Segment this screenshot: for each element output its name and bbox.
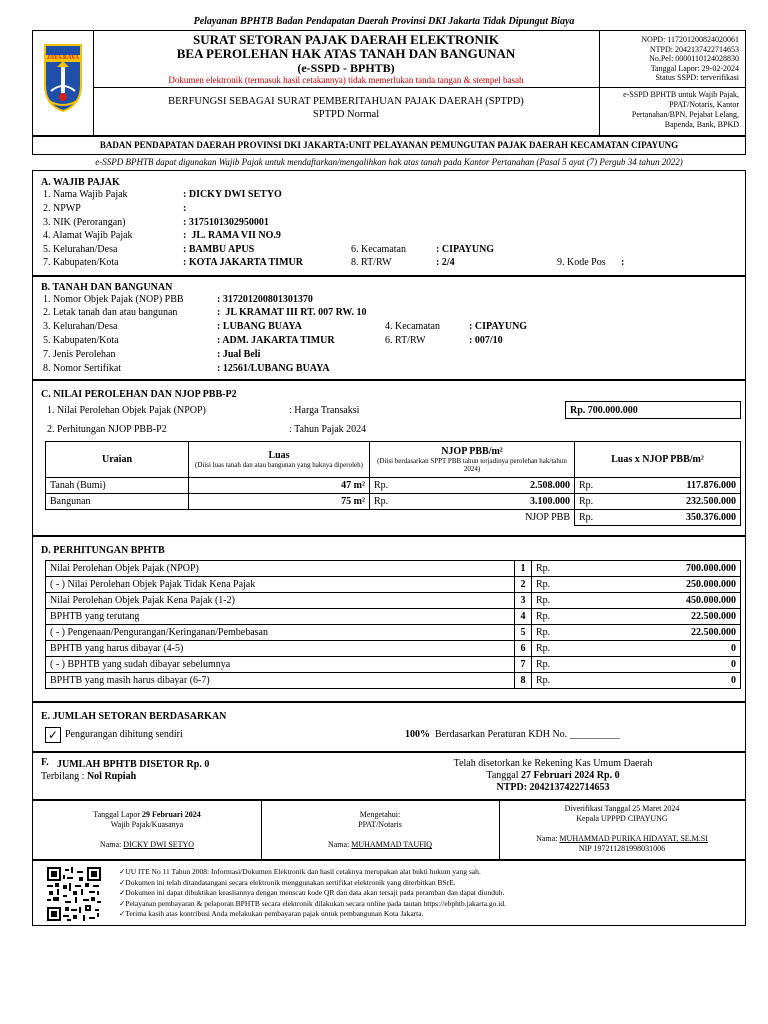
row-number: 8: [515, 673, 532, 689]
section-c-title: C. NILAI PEROLEHAN DAN NJOP PBB-P2: [41, 389, 237, 400]
office-frame: [32, 136, 746, 155]
section-f: [32, 752, 746, 800]
section-b: B. TANAH DAN BANGUNAN 1. Nomor Objek Pajak (NOP) PBB : 317201200801301370 2. Letak tanah dan atau bangunan : JL KRAMAT III RT. 007 RW. 10 3. Kelurahan/Desa : LUBANG BUAYA 4. Kecamatan : CIPAYUNG 5. Kabupaten/Kota : ADM. JAKARTA TIMUR 6. RT/RW : 007/10 7. Jenis Perolehan : Jual Beli 8. Nomor Sertifikat : 12561/LUBANG BUAYA: [32, 276, 746, 380]
doc-title-3: (e-SSPD - BPHTB): [297, 61, 395, 75]
check-icon: ✓: [119, 909, 126, 918]
note-item: ✓UU ITE No 11 Tahun 2008: Informasi/Dokumen Elektronik dan hasil cetaknya merupakan alat bukti hukum yang sah.: [119, 867, 481, 876]
rp-label: Rp.: [579, 496, 594, 507]
jenis-perolehan-label: 7. Jenis Perolehan: [43, 349, 116, 360]
rtrw-wp: 2/4: [441, 257, 455, 268]
njop-label: 2. Perhitungan NJOP PBB-P2: [47, 424, 167, 435]
jakarta-logo: [43, 41, 83, 113]
kodepos-label: 9. Kode Pos: [557, 257, 606, 268]
nomor-sertifikat: 12561/LUBANG BUAYA: [222, 363, 330, 374]
sptpd-function: BERFUNGSI SEBAGAI SURAT PEMBERITAHUAN PAJAK DAERAH (SPTPD): [168, 96, 524, 107]
rtrw-label: 8. RT/RW: [351, 257, 392, 268]
pengurangan-label: Pengurangan dihitung sendiri: [65, 729, 183, 740]
ppat-name: MUHAMMAD TAUFIQ: [351, 840, 433, 849]
row-value: 250.000.000: [590, 577, 741, 593]
njop-cell: 2.508.000: [530, 480, 570, 491]
nop: 317201200801301370: [222, 294, 313, 305]
row-label: Nilai Perolehan Objek Pajak (NPOP): [46, 561, 515, 577]
rp-label: Rp.: [374, 496, 389, 507]
njop-year: : Tahun Pajak 2024: [289, 424, 367, 435]
terbilang-value: Nol Rupiah: [86, 771, 137, 782]
rp-label: Rp.: [532, 593, 590, 609]
letak-label: 2. Letak tanah dan atau bangunan: [43, 307, 178, 318]
qr-code[interactable]: [47, 867, 101, 921]
rp-label: Rp.: [579, 512, 594, 523]
njop-pbb-label: NJOP PBB: [525, 512, 570, 524]
wp-name: DICKY DWI SETYO: [123, 840, 195, 849]
logo-text: JAYA RAYA: [46, 55, 80, 61]
table-row: [46, 494, 741, 510]
table-row: [46, 625, 741, 641]
ppat-role: PPAT/Notaris: [358, 820, 402, 829]
kecamatan-wp: CIPAYUNG: [441, 244, 495, 255]
row-number: 5: [515, 625, 532, 641]
note-item: ✓Dokumen ini telah ditandatangani secara elektronik menggunakan sertifikat elektronik yang diterbitkan BSrE.: [119, 877, 456, 887]
no-signature-note: Dokumen elektronik (termasuk hasil cetakannya) tidak memerlukan tanda tangan & stempel basah: [168, 75, 524, 85]
lapor-date: 29 Februari 2024: [142, 810, 201, 819]
distribution-line: Bapenda, Bank, BPKD: [664, 120, 739, 129]
row-value: 22.500.000: [590, 625, 741, 641]
rp-label: Rp.: [532, 625, 590, 641]
terbilang-label: Terbilang :: [41, 771, 85, 782]
row-number: 4: [515, 609, 532, 625]
row-value: 0: [590, 641, 741, 657]
total-cell: 232.500.000: [686, 496, 736, 507]
alamat-wp: JL. RAMA VII NO.9: [191, 230, 281, 241]
njop-pbb-total: 350.376.000: [686, 512, 736, 523]
row-value: 700.000.000: [590, 561, 741, 577]
rp-label: Rp.: [532, 641, 590, 657]
section-c: [32, 380, 746, 536]
row-label: ( - ) BPHTB yang sudah dibayar sebelumnya: [46, 657, 515, 673]
row-value: 22.500.000: [590, 609, 741, 625]
th-luas: Luas: [268, 450, 290, 461]
doc-title-1: SURAT SETORAN PAJAK DAERAH ELEKTRONIK: [192, 32, 500, 47]
th-njop: NJOP PBB/m²: [441, 446, 503, 457]
row-number: 3: [515, 593, 532, 609]
th-total: Luas x NJOP PBB/m²: [575, 442, 741, 478]
table-row: [46, 673, 741, 689]
kelurahan-label: 5. Kelurahan/Desa: [43, 244, 118, 255]
kepala-nip: NIP 197211281998031006: [578, 844, 666, 853]
th-luas-note: (Diisi luas tanah dan atau bangunan yang haknya diperoleh): [195, 461, 363, 469]
row-value: 450.000.000: [590, 593, 741, 609]
row-label: BPHTB yang masih harus dibayar (6-7): [46, 673, 515, 689]
pengurangan-checkbox[interactable]: [45, 727, 61, 743]
header-frame: [32, 30, 746, 136]
tanggal-setor: 27 Februari 2024 Rp. 0: [520, 770, 620, 781]
jumlah-disetor: JUMLAH BPHTB DISETOR Rp. 0: [57, 759, 210, 770]
row-label: BPHTB yang harus dibayar (4-5): [46, 641, 515, 657]
service-notice: Pelayanan BPHTB Badan Pendapatan Daerah Provinsi DKI Jakarta Tidak Dipungut Biaya: [193, 16, 575, 27]
percent-value: 100%: [405, 729, 430, 740]
rp-label: Rp.: [532, 561, 590, 577]
kelurahan-objek: LUBANG BUAYA: [222, 321, 302, 332]
npop-label: 1. Nilai Perolehan Objek Pajak (NPOP): [47, 405, 206, 416]
distribution-line: e-SSPD BPHTB untuk Wajib Pajak,: [623, 90, 739, 99]
tanggal-lapor: Tanggal Lapor: 29-02-2024: [650, 63, 739, 73]
wp-role: Wajib Pajak/Kuasanya: [110, 820, 184, 829]
kecamatan-objek: CIPAYUNG: [474, 321, 528, 332]
peraturan-kdh: Berdasarkan Peraturan KDH No. __________: [435, 729, 620, 740]
usage-note: e-SSPD BPHTB dapat digunakan Wajib Pajak untuk mendaftarkan/mengalihkan hak atas tanah pada Kantor Pertanahan (Pasal 5 ayat (7) Pergub 34 tahun 2022): [95, 157, 683, 167]
rp-label: Rp.: [532, 657, 590, 673]
table-row: [46, 593, 741, 609]
ntpd-setor: NTPD: 2042137422714653: [496, 782, 610, 793]
table-row: [46, 657, 741, 673]
doc-title-2: BEA PEROLEHAN HAK ATAS TANAH DAN BANGUNAN: [176, 46, 516, 61]
row-label: ( - ) Pengenaan/Pengurangan/Keringanan/Pembebasan: [46, 625, 515, 641]
rp-label: Rp.: [532, 577, 590, 593]
table-row: [46, 561, 741, 577]
section-d-title: D. PERHITUNGAN BPHTB: [41, 545, 165, 556]
sptpd-type: SPTPD Normal: [312, 109, 380, 120]
row-number: 6: [515, 641, 532, 657]
row-label: Nilai Perolehan Objek Pajak Kena Pajak (1-2): [46, 593, 515, 609]
rp-label: Rp.: [579, 480, 594, 491]
nop-label: 1. Nomor Objek Pajak (NOP) PBB: [43, 294, 184, 305]
table-row: [46, 478, 741, 494]
table-row: [46, 641, 741, 657]
kabupaten-wp: KOTA JAKARTA TIMUR: [188, 257, 303, 268]
note-item: ✓Dokumen ini dapat dibuktikan keasliannya dengan menscan kode QR dan data akan tersaji pada peramban dan dapat diunduh.: [119, 888, 505, 897]
luas-cell: 75 m²: [189, 494, 370, 510]
check-icon: ✓: [119, 867, 126, 876]
mengetahui: Mengetahui:: [359, 810, 401, 819]
nik-label: 3. NIK (Perorangan): [43, 217, 126, 228]
signature-block: [32, 800, 746, 860]
luas-cell: 47 m²: [189, 478, 370, 494]
office-name: BADAN PENDAPATAN DAERAH PROVINSI DKI JAKARTA:UNIT PELAYANAN PEMUNGUTAN PAJAK DAERAH KECAMATAN CIPAYUNG: [99, 140, 679, 150]
table-row: [46, 609, 741, 625]
section-a: A. WAJIB PAJAK 1. Nama Wajib Pajak : DICKY DWI SETYO 2. NPWP : 3. NIK (Perorangan) : 3175101302950001 4. Alamat Wajib Pajak : JL. RAMA VII NO.9 5. Kelurahan/Desa : BAMBU APUS 6. Kecamatan : CIPAYUNG 7. Kabupaten/Kota : KOTA JAKARTA TIMUR 8. RT/RW : 2/4 9. Kode Pos :: [32, 170, 746, 276]
section-e: [32, 702, 746, 752]
jenis-perolehan: Jual Beli: [222, 349, 261, 360]
no-pel: No.Pel: 0000110124028830: [649, 54, 739, 63]
kepala-name: MUHAMMAD PURIKA HIDAYAT, SE.M.SI: [559, 834, 708, 843]
wp-name-label: Nama:: [99, 840, 122, 849]
rp-label: Rp.: [374, 480, 389, 491]
note-item: ✓Terima kasih atas kontribusi Anda melakukan pembayaran pajak untuk pembangunan Kota Jakarta.: [119, 909, 424, 918]
lapor-label: Tanggal Lapor: [93, 810, 141, 819]
row-value: 0: [590, 673, 741, 689]
kabupaten-objek: ADM. JAKARTA TIMUR: [222, 335, 335, 346]
letak: JL KRAMAT III RT. 007 RW. 10: [225, 307, 367, 318]
nama-label: 1. Nama Wajib Pajak: [43, 189, 128, 200]
npop-value: Rp. 700.000.000: [565, 401, 741, 419]
bphtb-table: [45, 560, 741, 689]
row-number: 7: [515, 657, 532, 673]
uraian-cell: Tanah (Bumi): [46, 478, 189, 494]
kelurahan-label: 3. Kelurahan/Desa: [43, 321, 118, 332]
njop-cell: 3.100.000: [530, 496, 570, 507]
sertifikat-label: 8. Nomor Sertifikat: [43, 363, 122, 374]
kelurahan-wp: BAMBU APUS: [188, 244, 255, 255]
verifikasi-date: Diverifikasi Tanggal 25 Maret 2024: [564, 804, 680, 813]
row-number: 1: [515, 561, 532, 577]
ntpd: NTPD: 2042137422714653: [649, 44, 739, 54]
distribution-line: Pertanahan/BPN, Pejabat Lelang,: [631, 110, 739, 119]
rtrw-objek: 007/10: [474, 335, 503, 346]
uraian-cell: Bangunan: [46, 494, 189, 510]
nopd: NOPD: 1172012008240200​61: [641, 35, 739, 44]
check-icon: ✓: [119, 877, 126, 887]
rp-label: Rp.: [532, 673, 590, 689]
section-b-title: B. TANAH DAN BANGUNAN: [41, 282, 173, 293]
check-icon: ✓: [119, 888, 126, 897]
note-item: ✓Pelayanan pembayaran & pelaporan BPHTB secara elektronik dilakukan secara online pada tautan https://ebphtb.jakarta.go.id.: [119, 898, 506, 908]
kepala-role: Kepala UPPPD CIPAYUNG: [576, 814, 668, 823]
footer-notes: [32, 860, 746, 926]
row-label: BPHTB yang terutang: [46, 609, 515, 625]
section-f-title: F.: [41, 757, 49, 768]
status-sspd: Status SSPD: terverifikasi: [655, 73, 739, 82]
nik: 3175101302950001: [188, 217, 269, 228]
row-number: 2: [515, 577, 532, 593]
tanggal-label: Tanggal: [486, 770, 519, 781]
check-icon: ✓: [47, 728, 59, 742]
section-a-title: A. WAJIB PAJAK: [41, 177, 120, 188]
check-icon: ✓: [119, 898, 126, 908]
section-d: [32, 536, 746, 702]
ppat-name-label: Nama:: [327, 840, 350, 849]
table-row: [46, 577, 741, 593]
kabupaten-label: 7. Kabupaten/Kota: [43, 257, 119, 268]
row-value: 0: [590, 657, 741, 673]
th-uraian: Uraian: [46, 442, 189, 478]
npop-type: : Harga Transaksi: [289, 405, 360, 416]
total-cell: 117.876.000: [686, 480, 736, 491]
disetor-note: Telah disetorkan ke Rekening Kas Umum Daerah: [453, 758, 653, 769]
rp-label: Rp.: [532, 609, 590, 625]
section-e-title: E. JUMLAH SETORAN BERDASARKAN: [41, 711, 227, 722]
kecamatan-label: 4. Kecamatan: [385, 321, 440, 332]
rtrw-label: 6. RT/RW: [385, 335, 426, 346]
kabupaten-label: 5. Kabupaten/Kota: [43, 335, 119, 346]
row-label: ( - ) Nilai Perolehan Objek Pajak Tidak Kena Pajak: [46, 577, 515, 593]
nama-wp: DICKY DWI SETYO: [188, 189, 282, 200]
kepala-name-label: Nama:: [536, 834, 558, 843]
alamat-label: 4. Alamat Wajib Pajak: [43, 230, 133, 241]
kecamatan-label: 6. Kecamatan: [351, 244, 406, 255]
th-njop-note: (Diisi berdasarkan SPPT PBB tahun terjadinya perolehan hak/tahun 2024): [377, 457, 567, 473]
njop-table: [45, 441, 741, 526]
distribution-line: PPAT/Notaris, Kantor: [669, 100, 739, 109]
npwp-label: 2. NPWP: [43, 203, 81, 214]
